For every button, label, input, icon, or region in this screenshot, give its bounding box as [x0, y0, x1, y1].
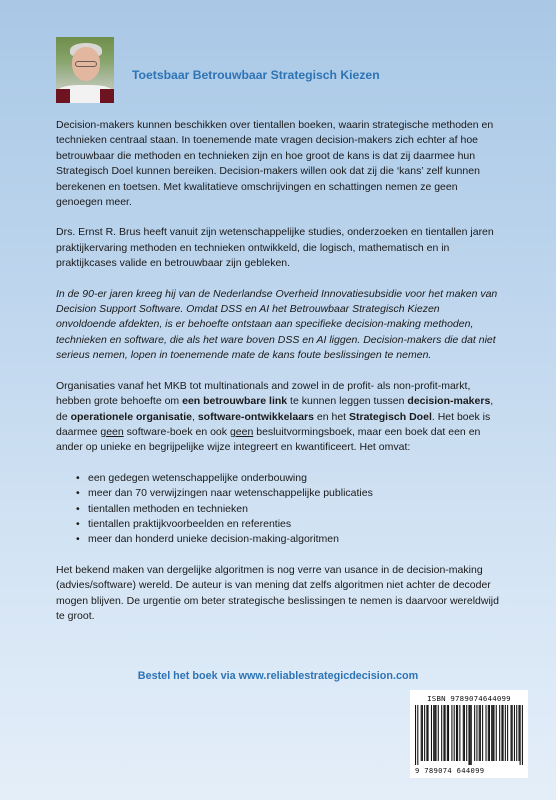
- back-cover-text: [56, 118, 502, 639]
- emphasis-reliable-link: een betrouwbare link: [182, 395, 288, 408]
- author-photo: [56, 37, 114, 103]
- isbn-label: ISBN 9789074644099: [427, 694, 511, 703]
- underline-geen: geen: [100, 425, 124, 438]
- paragraph-organisations: [56, 379, 502, 456]
- list-item: • een gedegen wetenschappelijke onderbouwing: [56, 471, 502, 486]
- text-span: software-boek en ook: [123, 425, 230, 438]
- emphasis-strategic-goal: Strategisch Doel: [349, 410, 432, 423]
- text-span: en het: [313, 410, 349, 423]
- list-item: • tientallen methoden en technieken: [56, 502, 502, 517]
- page-title: Toetsbaar Betrouwbaar Strategisch Kiezen: [132, 68, 380, 82]
- list-item: • meer dan honderd unieke decision-making-algoritmen: [56, 532, 502, 547]
- list-item: • tientallen praktijkvoorbeelden en referenties: [56, 517, 502, 532]
- paragraph-history: In de 90-er jaren kreeg hij van de Nederlandse Overheid Innovatiesubsidie voor het maken van Decision Support Software. Omdat DSS en AI het Betrouwbaar Strategisch Kiezen onvoldoende afdekten, is er behoefte ontstaan aan specifieke decision-making methoden, technieken en software, die als het ware boven DSS en AI liggen. Decision-makers die dat niet serieus nemen, lopen in toenemende mate de kans foute beslissingen te nemen.: [56, 287, 498, 362]
- list-item: • meer dan 70 verwijzingen naar wetenschappelijke publicaties: [56, 486, 502, 501]
- isbn-barcode: [410, 690, 528, 778]
- emphasis-operational-organisation: operationele organisatie: [70, 410, 192, 423]
- emphasis-software-developers: software-ontwikkelaars: [197, 410, 314, 423]
- paragraph-intro: Decision-makers kunnen beschikken over tientallen boeken, waarin strategische methoden en technieken centraal staan. In toenemende mate vragen decision-makers zich echter af hoe betrouwbaar die methoden en technieken zijn en hoe groot de kans is dat zij daarmee hun Strategisch Doel kunnen bereiken. Decision-makers willen ook dat zij die ‘kans’ zelf kunnen berekenen en toetsen. Met kwalitatieve omschrijvingen en schattingen nemen ze geen genoegen meer.: [56, 119, 494, 209]
- text-span: ,: [191, 410, 198, 423]
- underline-geen: geen: [229, 425, 254, 438]
- text-span: besluitvormingsboek, maar een boek dat een en ander op unieke en begrijpelijke wijze integreert en kwantificeert. Het omvat:: [56, 425, 481, 454]
- text-span: Organisaties vanaf het MKB tot multinationals and zowel in de profit- als non-profit-markt, hebben grote behoefte om: [56, 379, 471, 408]
- barcode-bars: [415, 705, 523, 765]
- paragraph-author: Drs. Ernst R. Brus heeft vanuit zijn wetenschappelijke studies, onderzoeken en tientallen jaren praktijkervaring methoden en technieken ontwikkeld, die logisch, mathematisch en in praktijkcases valide en betrouwbaar zijn gebleken.: [56, 226, 494, 270]
- feature-list: [56, 471, 502, 548]
- text-span: . Het boek is daarmee: [56, 410, 491, 438]
- barcode-digits: 9 789074 644099: [415, 766, 485, 775]
- emphasis-decision-makers: decision-makers: [407, 395, 491, 408]
- paragraph-closing: Het bekend maken van dergelijke algoritmen is nog verre van usance in de decision-making (advies/software) wereld. De auteur is van mening dat zelfs algoritmen niet achter de decoder mogen blijven. De urgentie om beter strategische beslissingen te nemen is daarvoor wereldwijd te groot.: [56, 563, 499, 622]
- text-span: , de: [56, 395, 494, 423]
- order-link[interactable]: Bestel het boek via www.reliablestrategicdecision.com: [137, 670, 419, 682]
- text-span: te kunnen leggen tussen: [287, 395, 408, 408]
